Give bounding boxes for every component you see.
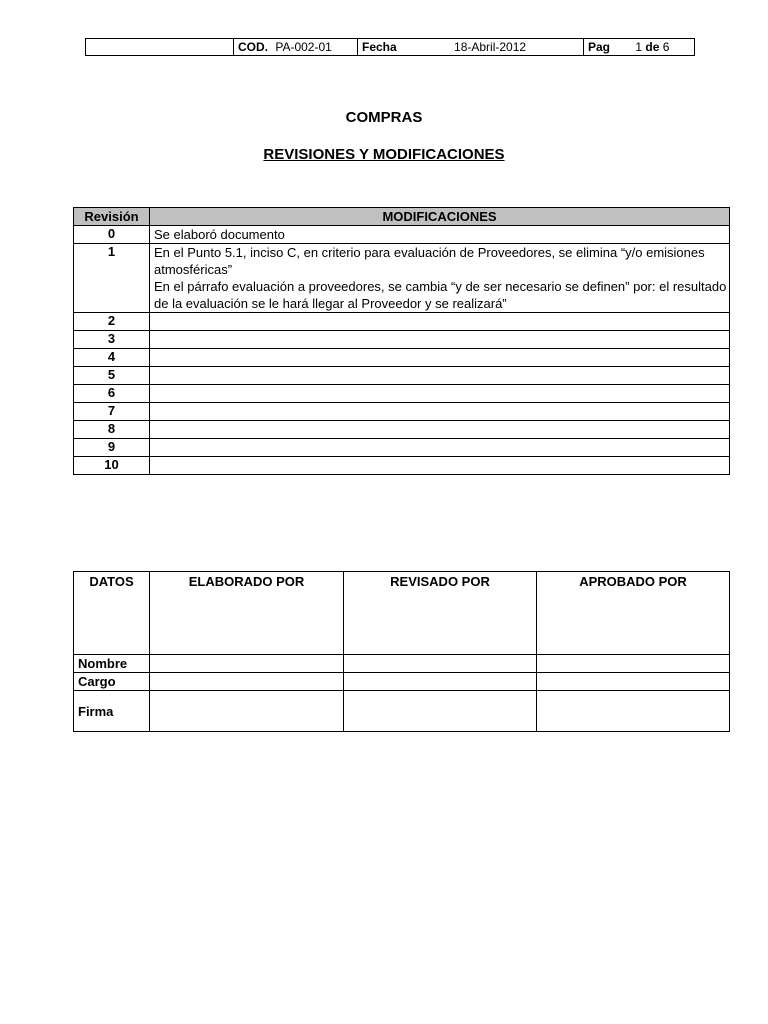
aprobado-header: APROBADO POR bbox=[537, 572, 730, 655]
datos-header: DATOS bbox=[74, 572, 150, 655]
header-blank-cell bbox=[86, 39, 234, 56]
revision-modification bbox=[150, 403, 730, 421]
revision-column-header: Revisión bbox=[74, 208, 150, 226]
revision-number: 8 bbox=[74, 421, 150, 439]
firma-label: Firma bbox=[74, 691, 150, 732]
revision-number: 9 bbox=[74, 439, 150, 457]
revision-row bbox=[74, 331, 730, 349]
revision-modification bbox=[150, 244, 730, 313]
revision-modification bbox=[150, 226, 730, 244]
fecha-label: Fecha bbox=[362, 40, 397, 54]
pag-label: Pag bbox=[588, 40, 611, 54]
revision-number: 6 bbox=[74, 385, 150, 403]
revision-modification bbox=[150, 385, 730, 403]
revision-row bbox=[74, 313, 730, 331]
pag-total: 6 bbox=[662, 40, 670, 54]
revision-row bbox=[74, 385, 730, 403]
revision-row bbox=[74, 457, 730, 475]
pag-num: 1 bbox=[635, 40, 643, 54]
revision-number: 0 bbox=[74, 226, 150, 244]
header-fecha-cell bbox=[358, 39, 584, 56]
revision-modification bbox=[150, 313, 730, 331]
revision-row bbox=[74, 244, 730, 313]
revision-row bbox=[74, 403, 730, 421]
cod-label: COD. bbox=[238, 40, 268, 54]
revision-number: 10 bbox=[74, 457, 150, 475]
revision-row bbox=[74, 367, 730, 385]
cargo-elaborado-cell bbox=[150, 673, 344, 691]
page-title: COMPRAS bbox=[345, 109, 423, 126]
revision-number: 1 bbox=[74, 244, 150, 313]
elaborado-header: ELABORADO POR bbox=[150, 572, 344, 655]
document-header bbox=[85, 38, 695, 56]
revisado-header: REVISADO POR bbox=[344, 572, 537, 655]
revisions-table bbox=[73, 207, 730, 475]
revision-number: 2 bbox=[74, 313, 150, 331]
nombre-label: Nombre bbox=[74, 655, 150, 673]
modification-text: Se elaboró documento bbox=[154, 227, 285, 242]
revision-number: 7 bbox=[74, 403, 150, 421]
header-cod-cell bbox=[234, 39, 358, 56]
revisions-body bbox=[74, 226, 730, 475]
modifications-column-header: MODIFICACIONES bbox=[150, 208, 730, 226]
revision-modification bbox=[150, 367, 730, 385]
approvals-table bbox=[73, 571, 730, 732]
cargo-label: Cargo bbox=[74, 673, 150, 691]
nombre-revisado-cell bbox=[344, 655, 537, 673]
revision-row bbox=[74, 349, 730, 367]
page-subtitle: REVISIONES Y MODIFICACIONES bbox=[263, 146, 505, 163]
modification-text: En el párrafo evaluación a proveedores, se cambia “y de ser necesario se definen” por: el resultado de la evaluación se le hará llegar al Proveedor y se realizará” bbox=[154, 279, 727, 311]
modification-text: En el Punto 5.1, inciso C, en criterio para evaluación de Proveedores, se elimina “y/o emisiones atmosféricas” bbox=[154, 245, 705, 277]
revision-number: 5 bbox=[74, 367, 150, 385]
revision-modification bbox=[150, 331, 730, 349]
revision-row bbox=[74, 226, 730, 244]
revision-number: 4 bbox=[74, 349, 150, 367]
cod-value: PA-002-01 bbox=[275, 40, 332, 54]
revision-number: 3 bbox=[74, 331, 150, 349]
header-pag-cell bbox=[584, 39, 695, 56]
revision-modification bbox=[150, 439, 730, 457]
revision-row bbox=[74, 439, 730, 457]
firma-revisado-cell bbox=[344, 691, 537, 732]
revision-modification bbox=[150, 349, 730, 367]
cargo-aprobado-cell bbox=[537, 673, 730, 691]
nombre-aprobado-cell bbox=[537, 655, 730, 673]
nombre-elaborado-cell bbox=[150, 655, 344, 673]
fecha-value: 18-Abril-2012 bbox=[454, 40, 527, 54]
revision-modification bbox=[150, 421, 730, 439]
revision-modification bbox=[150, 457, 730, 475]
cargo-revisado-cell bbox=[344, 673, 537, 691]
de-label: de bbox=[645, 40, 660, 54]
revision-row bbox=[74, 421, 730, 439]
firma-aprobado-cell bbox=[537, 691, 730, 732]
firma-elaborado-cell bbox=[150, 691, 344, 732]
